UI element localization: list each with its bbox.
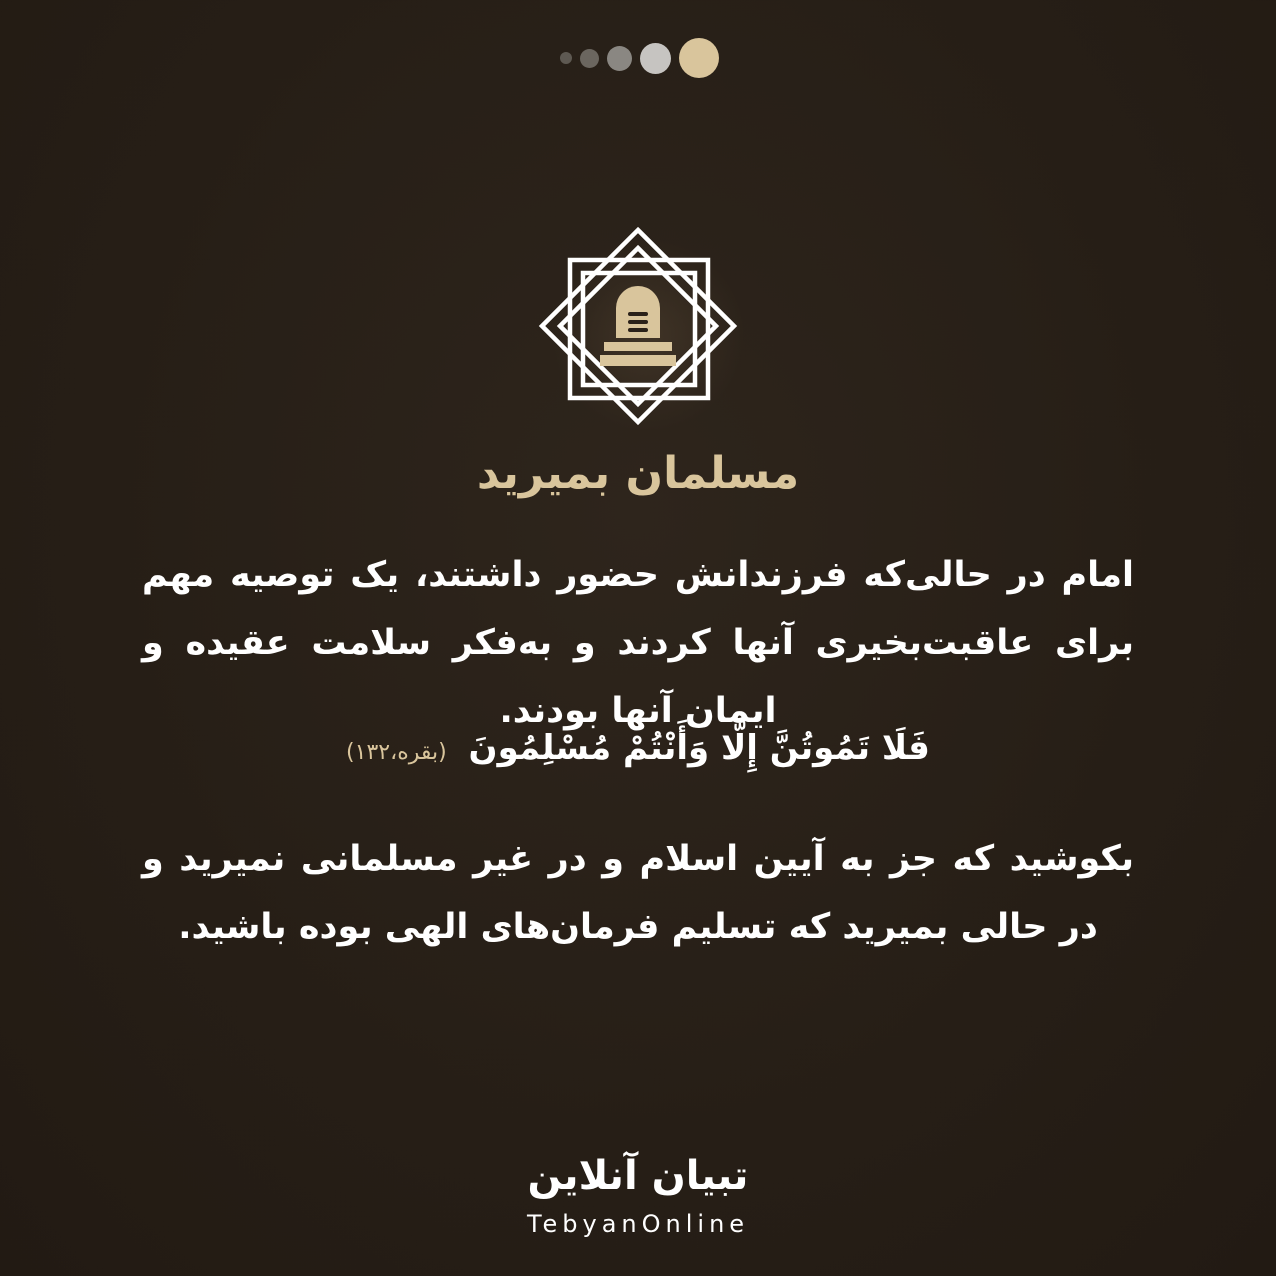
logo-english: TebyanOnline — [526, 1210, 750, 1238]
verse-reference: (بقره،۱۳۲) — [346, 740, 447, 765]
emblem — [538, 226, 738, 426]
pagination-dots — [0, 38, 1276, 78]
verse-text: فَلَا تَمُوتُنَّ إِلَّا وَأَنْتُمْ مُسْلِمُونَ — [468, 728, 930, 768]
logo-persian: تبیان آنلاین — [527, 1153, 749, 1199]
pagination-dot-2[interactable] — [580, 49, 599, 68]
paragraph-intro: امام در حالی‌که فرزندانش حضور داشتند، یک توصیه مهم برای عاقبت‌بخیری آنها کردند و به‌فکر سلامت عقیده و ایمان آنها بودند. — [142, 555, 1134, 731]
pagination-dot-5-active[interactable] — [679, 38, 719, 78]
paragraph-advice: بکوشید که جز به آیین اسلام و در غیر مسلمانی نمیرید و در حالی بمیرید که تسلیم فرمان‌های الهی بوده باشید. — [142, 839, 1134, 947]
pagination-dot-1[interactable] — [560, 52, 572, 64]
pagination-dot-3[interactable] — [607, 46, 632, 71]
brand-logo — [0, 1150, 1276, 1242]
tombstone-icon — [600, 286, 676, 366]
page-title: مسلمان بمیرید — [476, 448, 800, 499]
pagination-dot-4[interactable] — [640, 43, 671, 74]
quran-verse — [0, 728, 1276, 768]
